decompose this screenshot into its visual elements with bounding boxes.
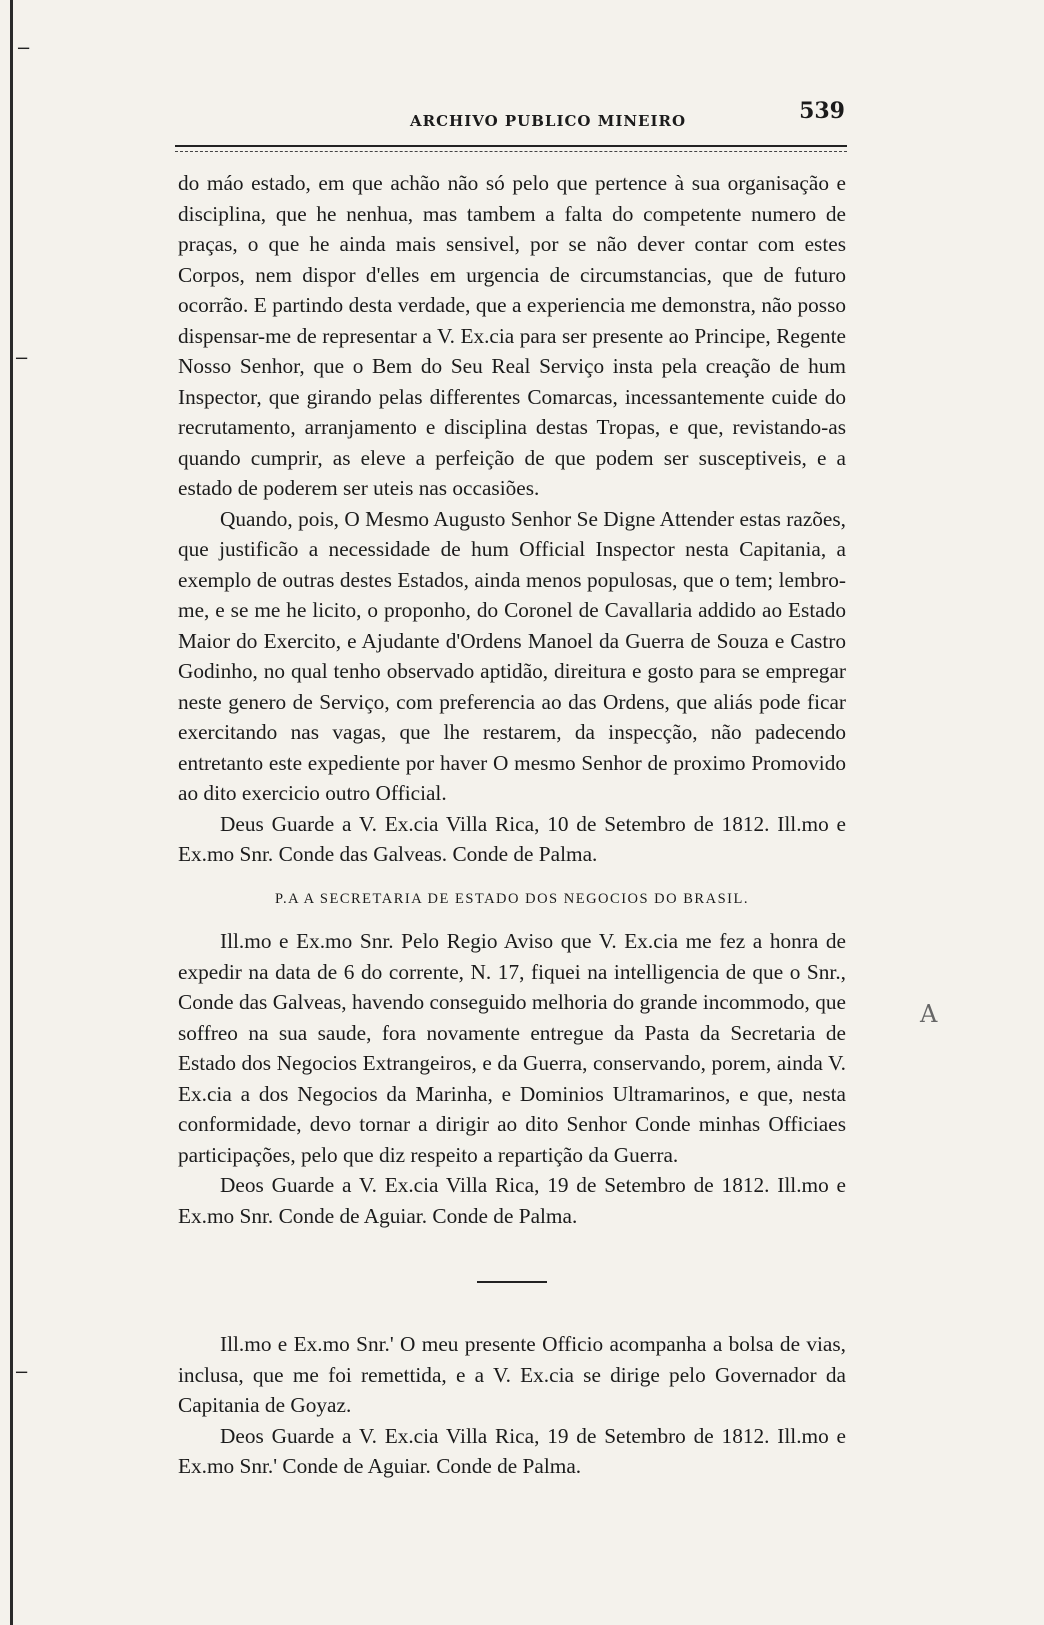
closing-line: Deus Guarde a V. Ex.cia Villa Rica, 10 de Setembro de 1812. Ill.mo e Ex.mo Snr. Conde das Galveas. Conde de Palma.	[178, 811, 846, 866]
paragraph: Quando, pois, O Mesmo Augusto Senhor Se Digne Attender estas razões, que justificão a necessidade de hum Official Inspector nesta Capitania, a exemplo de outras destes Estados, ainda menos populosas, que o tem; lembro-me, e se me he licito, o proponho, do Coronel de Cavallaria addido ao Estado Maior do Exercito, e Ajudante d'Ordens Manoel da Guerra de Souza e Castro Godinho, no qual tenho observado aptidão, direitura e gosto para se empregar neste genero de Serviço, com preferencia ao das Ordens, que aliás pode ficar exercitando nas vagas, que lhe restarem, da inspecção, não padecendo entretanto este expediente por haver O mesmo Senhor de proximo Promovido ao dito exercicio outro Official.	[178, 506, 846, 805]
margin-tick: −	[14, 348, 30, 369]
paragraph: Ill.mo e Ex.mo Snr.' O meu presente Officio acompanha a bolsa de vias, inclusa, que me foi remettida, e a V. Ex.cia se dirige pelo Governador da Capitania de Goyaz.	[178, 1332, 846, 1417]
page-number: 539	[799, 98, 845, 124]
page-header	[180, 88, 845, 128]
paragraph: Ill.mo e Ex.mo Snr. Pelo Regio Aviso que V. Ex.cia me fez a honra de expedir na data de 6 do corrente, N. 17, fiquei na intelligencia de que o Snr., Conde das Galveas, havendo conseguido melhoria do grande incommodo, que soffreo na sua saude, fora novamente entregue da Pasta da Secretaria de Estado dos Negocios Extrangeiros, e da Guerra, conservando, porem, ainda V. Ex.cia a dos Negocios da Marinha, e Dominios Ultramarinos, e que, nesta conformidade, devo tornar a dirigir ao dito Senhor Conde minhas Officiaes participações, pelo que diz respeito a repartição da Guerra.	[178, 929, 846, 1167]
closing-line: Deos Guarde a V. Ex.cia Villa Rica, 19 de Setembro de 1812. Ill.mo e Ex.mo Snr. Conde de Aguiar. Conde de Palma.	[178, 1173, 846, 1228]
section-separator	[477, 1281, 547, 1283]
body-text	[178, 168, 846, 1482]
closing-line: Deos Guarde a V. Ex.cia Villa Rica, 19 de Setembro de 1812. Ill.mo e Ex.mo Snr.' Conde de Aguiar. Conde de Palma.	[178, 1423, 846, 1478]
paragraph: do máo estado, em que achão não só pelo que pertence à sua organisação e disciplina, que he nenhua, mas tambem a falta do competente numero de praças, o que he ainda mais sensivel, por se não dever contar com estes Corpos, nem dispor d'elles em urgencia de circumstancias, que de futuro ocorrão. E partindo desta verdade, que a experiencia me demonstra, não posso dispensar-me de representar a V. Ex.cia para ser presente ao Principe, Regente Nosso Senhor, que o Bem do Seu Real Serviço insta pela creação de hum Inspector, que girando pelas differentes Comarcas, incessantemente cuide do recrutamento, arranjamento e disciplina destas Tropas, e que, revistando-as quando cumprir, as eleve a perfeição de que podem ser susceptiveis, e a estado de poderem ser uteis nas occasiões.	[178, 171, 846, 500]
margin-tick: −	[14, 1362, 30, 1383]
margin-letter: A	[920, 1000, 938, 1028]
margin-tick: −	[16, 38, 32, 59]
running-head: ARCHIVO PUBLICO MINEIRO	[410, 112, 687, 130]
header-rule	[175, 145, 847, 152]
section-heading: P.A A SECRETARIA DE ESTADO DOS NEGOCIOS DO BRASIL.	[275, 890, 749, 907]
page-binding-edge	[0, 0, 13, 1625]
